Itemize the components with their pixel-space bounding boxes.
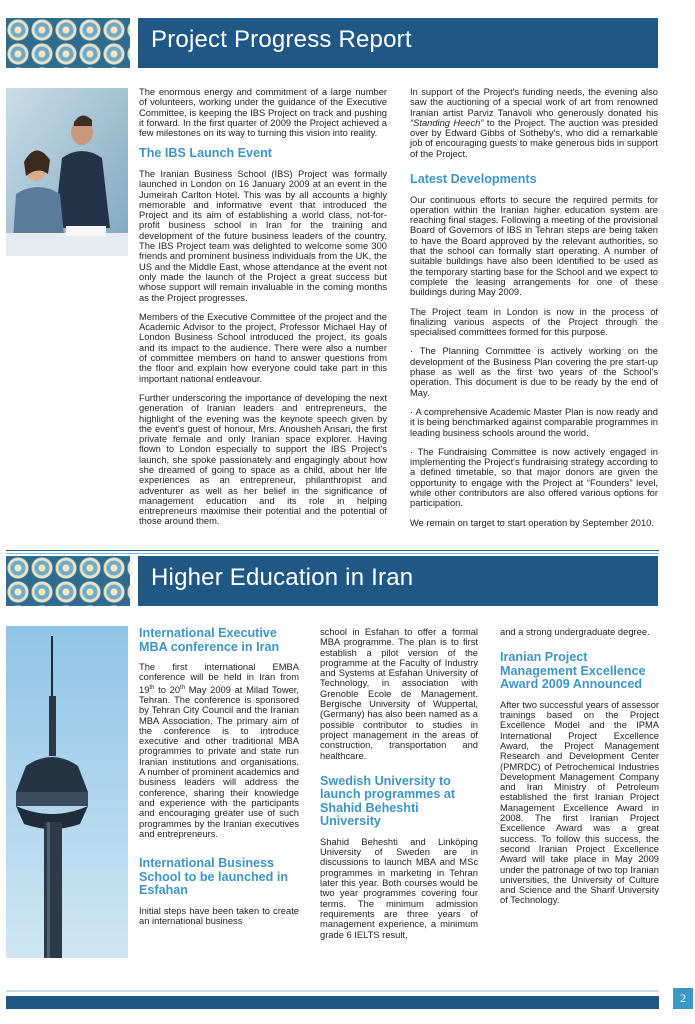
news-column-1 — [139, 627, 299, 935]
degree-continued-paragraph: and a strong undergraduate degree. — [500, 627, 650, 637]
footer-bar — [6, 996, 659, 1009]
keynote-paragraph: Further underscoring the importance of developing the next generation of Iranian leaders and entrepreneurs, the highlight of the evening was the keynote speech given by the event's guest of honour, Mrs. Anousheh Ansari, the first private female and only Iranian space explorer. Having flown to London especially to support the IBS Project's launch, she spoke passionately and engagingly about how she dreamed of going to space as a child, about her life experiences as an entrepreneur, philanthropist and adventurer as well as her belief in the significance of management education and its role in helping entrepreneurs maximise their potential and the potential of those around them. — [139, 392, 387, 527]
esfahan-school-heading: International Business School to be launched in Esfahan — [139, 856, 289, 898]
target-paragraph: We remain on target to start operation by September 2010. — [410, 517, 654, 528]
report-column-2 — [410, 87, 658, 537]
section-divider — [6, 550, 659, 551]
emba-conference-paragraph: The first international EMBA conference will be held in Iran from 19th to 20th May 2009 at Milad Tower, Tehran. The conference is sponsored by Tehran City Council and the Iranian MBA Association. The primary aim of the conference is to introduce executive and other traditional MBA programmes to private and state run Iranian institutions and organisations. A number of prominent academics and business leaders will address the conference, sharing their knowledge and experience with the participants and encouraging greater use of such programmes by the Iranian executives and entrepreneurs. — [139, 662, 299, 839]
event-photo — [6, 88, 128, 256]
section-title-banner-2 — [138, 556, 658, 606]
emba-conference-heading: International Executive MBA conference in Iran — [139, 626, 280, 654]
london-team-paragraph: The Project team in London is now in the process of finalizing various aspects of the Project through the specialised committees formed for this purpose. — [410, 306, 658, 338]
intro-paragraph: The enormous energy and commitment of a large number of volunteers, working under the guidance of the Executive Committee, is keeping the IBS Project on track and pushing it forward. In the first quarter of 2009 the Project achieved a few milestones on its way to turning this vision into reality. — [139, 87, 387, 139]
page-title: Project Progress Report — [151, 26, 412, 53]
section-divider-light — [6, 553, 659, 554]
section-title: Higher Education in Iran — [151, 564, 414, 591]
esfahan-continued-paragraph: school in Esfahan to offer a formal MBA programme. The plan is to first establish a pilot version of the programme at the Faculty of Industry and Systems at Esfahan University of Technology, in association with Grenoble Ecole de Management. Bergische University of Wuppertal, (Germany) has also been named as a possible contributor to studies in project management in the areas of construction, transportation and healthcare. — [320, 627, 478, 761]
page-number: 2 — [673, 988, 693, 1009]
report-column-1 — [139, 87, 387, 536]
decorative-tile-pattern — [6, 18, 130, 68]
permits-paragraph: Our continuous efforts to secure the required permits for operation within the Iranian higher education system are reaching final stages. Following a meeting of the provisional Board of Governors of IBS in Tehran steps are being taken to have the Board approved by the relevant authorities, so that the school can formally start operating. A number of suitable buildings have also been identified to be used as the temporary starting base for the School and we expect to complete the leasing arrangements for one of these buildings during May 2009. — [410, 194, 658, 298]
news-column-2 — [320, 627, 478, 949]
planning-committee-paragraph: · The Planning Committee is actively working on the development of the Business Plan covering the pre start-up phase as well as the first two years of the School's operation. This document is due to be ready by the end of May. — [410, 346, 658, 398]
latest-developments-heading: Latest Developments — [410, 172, 537, 187]
decorative-tile-pattern-2 — [6, 556, 130, 606]
ibs-launch-heading: The IBS Launch Event — [139, 146, 272, 161]
pm-award-heading: Iranian Project Management Excellence Award 2009 Announced — [500, 650, 646, 692]
ibs-launch-paragraph: The Iranian Business School (IBS) Project was formally launched in London on 16 January 2009 at an event in the Jumeirah Carlton Hotel. This was by all accounts a highly memorable and informative event that introduced the Project and its aim of establishing a world class, not-for-profit business school in Iran for the training and development of the future business leaders of the country. The IBS Project team was delighted to welcome some 300 friends and prominent business individuals from the UK, the US and the Middle East, whose attendance at the event not only made the launch of the Project a great success but whose support will remain invaluable in the coming months as the Project progresses. — [139, 168, 387, 303]
executive-committee-paragraph: Members of the Executive Committee of the project and the Academic Advisor to the project, Professor Michael Hay of London Business School introduced the project, its goals and its impact to the audience. There were also a number of committee members on hand to answer questions from the floor and explain how everyone could take part in this important national endeavour. — [139, 311, 387, 384]
pm-award-paragraph: After two successful years of assessor trainings based on the Project Excellence Model and the IPMA International Project Excellence Award, the Project Management Research and Development Center (PMRDC) of Petrochemical Industries Development Management Company and Iran Ministry of Petroleum established the first Iranian Project Management Excellence Award in 2008. The first Iranian Project Excellence Award was a great success. To follow this success, the second Iranian Project Excellence Award will take place in May 2009 under the patronage of two top Iranian universities, the University of Culture and Science and the Sharif University of Technology. — [500, 699, 659, 906]
esfahan-school-paragraph: Initial steps have been taken to create an international business — [139, 905, 299, 926]
milad-tower-photo — [6, 626, 128, 958]
footer-line — [6, 990, 659, 992]
academic-plan-paragraph: · A comprehensive Academic Master Plan is now ready and it is being benchmarked against comparable programmes in leading business schools around the world. — [410, 406, 658, 438]
auction-paragraph: In support of the Project's funding needs, the evening also saw the auctioning of a special work of art from renowned Iranian artist Parviz Tanavoli who generously donated his “Standing Heech” to the Project. The auction was presided over by Edward Gibbs of Sotheby's, who did a remarkable job of encouraging guests to make generous bids in support of the Project. — [410, 87, 658, 159]
news-column-3 — [500, 627, 659, 915]
swedish-university-heading: Swedish University to launch programmes at Shahid Beheshti University — [320, 773, 456, 829]
fundraising-paragraph: · The Fundraising Committee is now actively engaged in implementing the Project's fundraising strategy according to a defined timetable, so that major donors are given the opportunity to engage with the Project at “Founders” level, while other contributors are also offered various options for participation. — [410, 446, 658, 509]
swedish-university-paragraph: Shahid Beheshti and Linköping University of Sweden are in discussions to launch MBA and MSc programmes in marketing in Tehran later this year. Both courses would be two year programmes covering four terms. The minimum admission requirements are three years of management experience, a minimum grade 6 IELTS result, — [320, 836, 478, 940]
section-title-banner — [138, 18, 658, 68]
